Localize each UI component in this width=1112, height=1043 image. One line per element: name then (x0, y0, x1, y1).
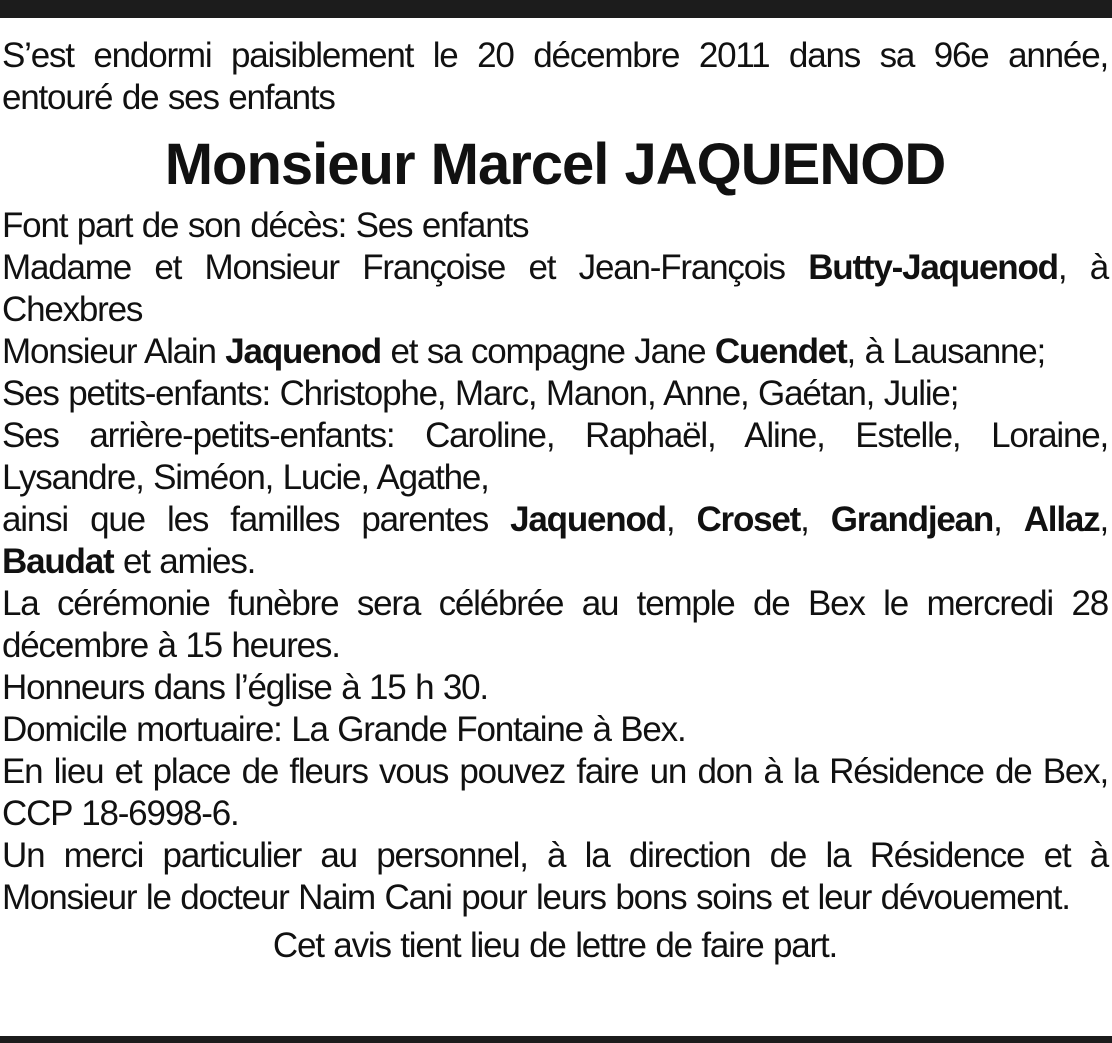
family-name: Croset (696, 500, 801, 539)
name-separator: , (665, 500, 697, 539)
bottom-border-rule (0, 1036, 1112, 1043)
families-outro: et amies. (113, 542, 256, 581)
family-name-cuendet: Cuendet (714, 332, 847, 371)
home-line: Domicile mortuaire: La Grande Fontaine à Bex. (2, 710, 686, 749)
family-name-butty-jaquenod: Butty-Jaquenod (808, 248, 1058, 287)
intro-paragraph: S’est endormi paisiblement le 20 décembre 2011 dans sa 96e année, entouré de ses enfants (2, 36, 1108, 117)
great-grandchildren-paragraph: Ses arrière-petits-enfants: Caroline, Raphaël, Aline, Estelle, Loraine, Lysandre, Siméon, Lucie, Agathe, (2, 416, 1108, 497)
name-separator: , (800, 500, 831, 539)
family-name: Allaz (1023, 500, 1100, 539)
children-line-1 (2, 247, 1108, 331)
families-paragraph (2, 499, 1108, 583)
honors-line: Honneurs dans l’église à 15 h 30. (2, 668, 488, 707)
family-name-jaquenod: Jaquenod (225, 332, 381, 371)
name-separator: , (993, 500, 1024, 539)
children-1-place: , à Chexbres (2, 248, 1108, 329)
family-name: Grandjean (830, 500, 994, 539)
children-2-text: Monsieur Alain (2, 332, 226, 371)
ceremony-paragraph: La cérémonie funèbre sera célébrée au temple de Bex le mercredi 28 décembre à 15 heures. (2, 584, 1108, 665)
children-1-text: Madame et Monsieur Françoise et Jean-François (2, 248, 809, 287)
obituary-notice (2, 35, 1108, 967)
children-2-middle: et sa compagne Jane (381, 332, 715, 371)
family-name: Jaquenod (510, 500, 666, 539)
children-line-2 (2, 331, 1108, 373)
thanks-paragraph: Un merci particulier au personnel, à la direction de la Résidence et à Monsieur le docteur Naim Cani pour leurs bons soins et leur dévouement. (2, 836, 1108, 917)
grandchildren-line: Ses petits-enfants: Christophe, Marc, Manon, Anne, Gaétan, Julie; (2, 374, 959, 413)
children-2-place: , à Lausanne; (846, 332, 1046, 371)
name-separator: , (1099, 500, 1108, 539)
closing-line: Cet avis tient lieu de lettre de faire part. (272, 926, 838, 965)
top-border-rule (0, 0, 1112, 18)
family-name: Baudat (2, 542, 114, 581)
families-intro: ainsi que les familles parentes (2, 500, 511, 539)
donation-paragraph: En lieu et place de fleurs vous pouvez faire un don à la Résidence de Bex, CCP 18-6998-6. (2, 752, 1108, 833)
deceased-name-heading: Monsieur Marcel JAQUENOD (164, 132, 946, 197)
announce-line: Font part de son décès: Ses enfants (2, 206, 529, 245)
